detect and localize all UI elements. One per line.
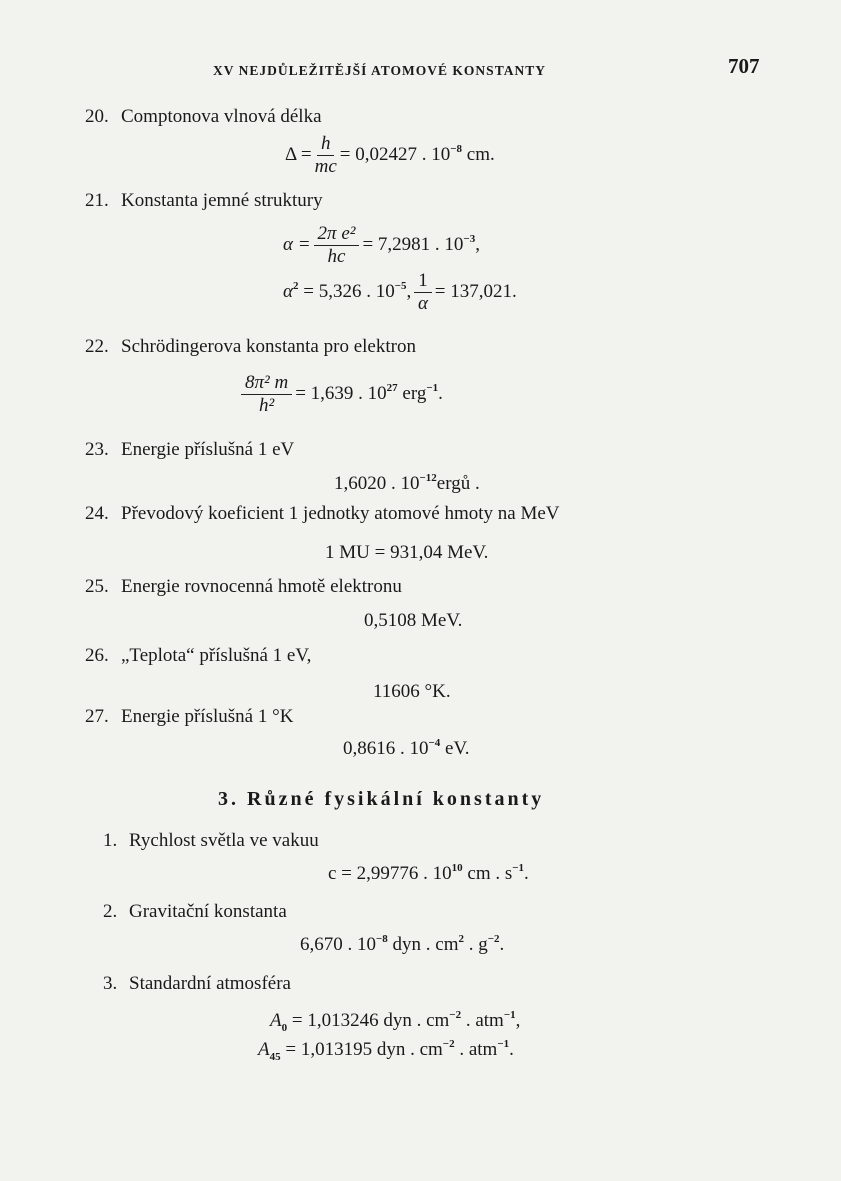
item-number: 24. [85, 503, 109, 524]
section-item-2 [103, 901, 287, 923]
item-27-value [343, 738, 470, 760]
punct: . [499, 934, 505, 955]
item-20 [85, 106, 322, 128]
speed-of-light-value [328, 863, 529, 885]
exponent: −5 [394, 279, 407, 292]
value: = 1,013195 dyn . cm [280, 1039, 443, 1060]
eq-rhs: = 1,639 . 10 [295, 382, 387, 404]
alpha: α [283, 280, 293, 302]
exponent: −3 [463, 232, 476, 245]
unit: ergů . [436, 473, 480, 494]
unit: . atm [461, 1010, 504, 1031]
unit: cm . s [462, 863, 513, 884]
denominator: α [417, 293, 428, 314]
item-number: 27. [85, 706, 109, 727]
numerator: 1 [414, 270, 432, 293]
punct: . [524, 863, 529, 884]
exponent: −2 [487, 933, 500, 945]
unit: eV. [440, 738, 470, 759]
section-item-3 [103, 973, 291, 995]
item-number: 1. [103, 830, 118, 851]
exponent: −8 [376, 933, 388, 945]
item-label: Energie rovnocenná hmotě elektronu [121, 576, 402, 597]
item-25 [85, 576, 402, 598]
eq-lhs: Δ = [285, 143, 312, 165]
subscript: 45 [269, 1051, 281, 1063]
section-heading: 3. Různé fysikální konstanty [218, 788, 545, 810]
item-label: Energie příslušná 1 °K [121, 706, 294, 727]
unit: cm. [462, 143, 495, 165]
item-24-value: 1 MU = 931,04 MeV. [325, 542, 489, 563]
item-label: Rychlost světla ve vakuu [129, 830, 319, 851]
item-label: Standardní atmosféra [129, 973, 291, 994]
section-item-1 [103, 830, 319, 852]
numerator: 2π e² [314, 223, 360, 246]
schrodinger-equation [238, 372, 443, 417]
atmosphere-a0 [270, 1010, 520, 1032]
value: c = 2,99776 . 10 [328, 863, 452, 884]
exponent: −12 [419, 472, 437, 484]
item-25-value: 0,5108 MeV. [364, 610, 463, 631]
value: = 1,013246 dyn . cm [287, 1010, 450, 1031]
item-27 [85, 706, 293, 728]
item-24 [85, 503, 560, 525]
symbol: A [258, 1039, 270, 1060]
unit: . atm [454, 1039, 498, 1060]
fraction [315, 133, 337, 178]
denominator: hc [327, 246, 346, 267]
exponent: −4 [428, 737, 441, 749]
value: 1,6020 . 10 [334, 473, 420, 494]
exponent: −1 [503, 1009, 516, 1021]
item-label: Gravitační konstanta [129, 901, 287, 922]
item-label: „Teplota“ příslušná 1 eV, [121, 645, 312, 666]
denominator: mc [314, 156, 337, 177]
item-number: 23. [85, 439, 109, 460]
exponent: 2 [458, 933, 464, 945]
subscript: 0 [281, 1022, 288, 1034]
exponent: −1 [512, 862, 525, 874]
exponent: −8 [450, 142, 463, 155]
exponent: 2 [292, 279, 299, 292]
item-26-value: 11606 °K. [373, 681, 451, 702]
item-number: 22. [85, 336, 109, 357]
item-number: 25. [85, 576, 109, 597]
numerator: 8π² m [241, 372, 292, 395]
item-label: Energie příslušná 1 eV [121, 439, 295, 460]
unit: , [475, 233, 480, 255]
exponent: 10 [451, 862, 463, 874]
item-label: Comptonova vlnová délka [121, 106, 322, 127]
item-number: 2. [103, 901, 118, 922]
atmosphere-a45 [258, 1039, 514, 1061]
item-26 [85, 645, 311, 667]
item-number: 26. [85, 645, 109, 666]
item-22 [85, 336, 416, 358]
item-number: 21. [85, 190, 109, 211]
item-21 [85, 190, 323, 212]
separator: , [406, 280, 412, 302]
exponent: 27 [386, 381, 398, 394]
numerator: h [317, 133, 335, 156]
fine-structure-equation [283, 223, 480, 268]
symbol: A [270, 1010, 282, 1031]
item-label: Konstanta jemné struktury [121, 190, 323, 211]
compton-equation [285, 133, 495, 178]
page-number: 707 [728, 54, 760, 78]
eq-rhs: = 137,021. [434, 280, 517, 302]
unit: erg [397, 382, 427, 404]
punct: . [438, 382, 443, 404]
fraction [241, 372, 292, 417]
exponent: −2 [442, 1038, 455, 1050]
punct: , [515, 1010, 521, 1031]
eq-rhs: = 0,02427 . 10 [339, 143, 451, 165]
punct: . [509, 1039, 514, 1060]
eq-rhs: = 7,2981 . 10 [362, 233, 464, 255]
item-23 [85, 439, 294, 461]
item-label: Převodový koeficient 1 jednotky atomové hmoty na MeV [121, 503, 560, 524]
exponent: −2 [449, 1009, 462, 1021]
item-23-value [334, 473, 480, 495]
unit: dyn . cm [387, 934, 459, 955]
eq-lhs: α = [283, 233, 311, 255]
item-number: 3. [103, 973, 118, 994]
exponent: −1 [497, 1038, 510, 1050]
fraction [414, 270, 432, 315]
value: 0,8616 . 10 [343, 738, 429, 759]
alpha-squared-equation [283, 270, 517, 315]
running-header: XV NEJDŮLEŽITĚJŠÍ ATOMOVÉ KONSTANTY [213, 63, 546, 78]
value: 6,670 . 10 [300, 934, 376, 955]
fraction [314, 223, 360, 268]
unit: . g [464, 934, 488, 955]
exponent: −1 [426, 381, 439, 394]
eq-mid: = 5,326 . 10 [298, 280, 395, 302]
gravitational-constant-value [300, 934, 504, 956]
item-label: Schrödingerova konstanta pro elektron [121, 336, 416, 357]
denominator: h² [258, 395, 275, 416]
item-number: 20. [85, 106, 109, 127]
